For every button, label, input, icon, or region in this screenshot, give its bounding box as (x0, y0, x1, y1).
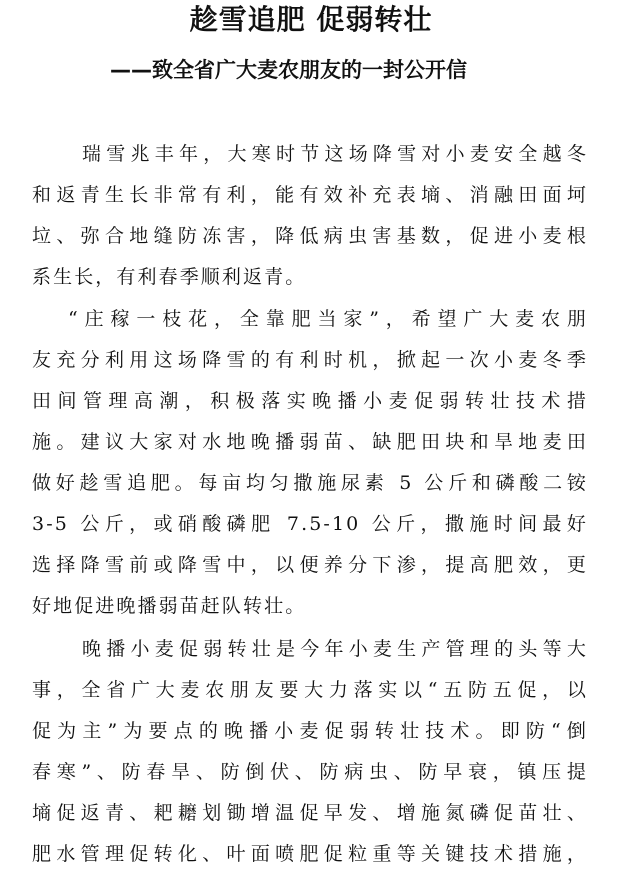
text-line: 事，全省广大麦农朋友要大力落实以“五防五促，以 (32, 679, 588, 701)
text-line: 肥水管理促转化、叶面喷肥促粒重等关键技术措施， (32, 843, 588, 865)
letter-title: 趁雪追肥 促弱转壮 (189, 3, 433, 36)
text-line: 瑞雪兆丰年，大寒时节这场降雪对小麦安全越冬 (82, 143, 588, 165)
text-line: 垃、弥合地缝防冻害，降低病虫害基数，促进小麦根 (32, 225, 588, 247)
text-line: 3-5 公斤，或硝酸磷肥 7.5-10 公斤，撒施时间最好 (32, 513, 588, 535)
text-line: 好地促进晚播弱苗赶队转壮。 (32, 595, 307, 617)
text-line: 选择降雪前或降雪中，以便养分下渗，提高肥效，更 (32, 554, 588, 576)
text-line: 和返青生长非常有利，能有效补充表墒、消融田面坷 (32, 184, 588, 206)
text-line: 系生长，有利春季顺利返青。 (32, 266, 307, 288)
text-line: 墒促返青、耙耱划锄增温促早发、增施氮磷促苗壮、 (32, 802, 588, 824)
text-line: “庄稼一枝花，全靠肥当家”，希望广大麦农朋 (68, 308, 588, 330)
text-line: 做好趁雪追肥。每亩均匀撒施尿素 5 公斤和磷酸二铵 (32, 472, 588, 494)
letter-subtitle: ——致全省广大麦农朋友的一封公开信 (110, 58, 467, 82)
text-line: 田间管理高潮，积极落实晚播小麦促弱转壮技术措 (32, 390, 588, 412)
text-line: 友充分利用这场降雪的有利时机，掀起一次小麦冬季 (32, 349, 588, 371)
text-line: 晚播小麦促弱转壮是今年小麦生产管理的头等大 (82, 638, 588, 660)
text-line: 促为主”为要点的晚播小麦促弱转壮技术。即防“倒 (32, 720, 588, 742)
text-line: 施。建议大家对水地晚播弱苗、缺肥田块和旱地麦田 (32, 431, 588, 453)
text-line: 春寒”、防春旱、防倒伏、防病虫、防早衰，镇压提 (32, 761, 588, 783)
